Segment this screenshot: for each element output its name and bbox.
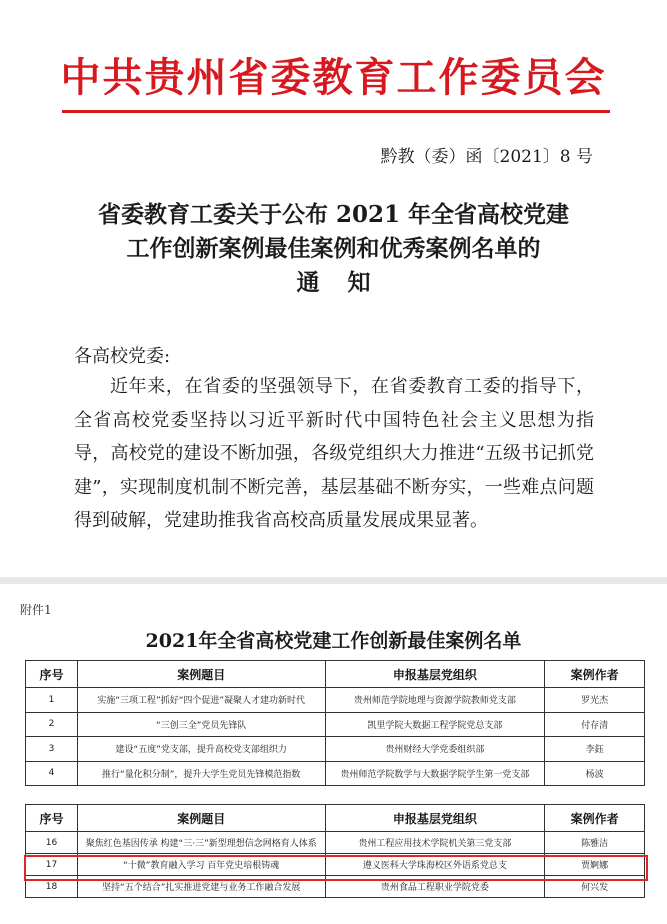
table-row xyxy=(26,832,645,854)
cell-author: 陈雅洁 xyxy=(545,832,645,854)
cell-case-title: 实施“三项工程”抓好“四个促进”凝聚人才建功新时代 xyxy=(77,688,325,713)
notice-title-line-3: 通知 xyxy=(296,269,399,296)
cell-no: 17 xyxy=(26,854,78,876)
page-divider xyxy=(0,577,667,584)
table-header-row xyxy=(26,661,645,688)
salutation: 各高校党委: xyxy=(74,346,171,367)
table-row xyxy=(26,876,645,898)
header-author: 案例作者 xyxy=(545,805,645,832)
table-title: 2021年全省高校党建工作创新最佳案例名单 xyxy=(145,630,522,652)
cell-case-title: 推行“量化积分制”，提升大学生党员先锋模范指数 xyxy=(77,761,325,786)
cell-author: 罗光杰 xyxy=(545,688,645,713)
cell-organization: 贵州工程应用技术学院机关第三党支部 xyxy=(325,832,545,854)
cell-no: 2 xyxy=(26,712,78,737)
table-header-row xyxy=(26,805,645,832)
cell-no: 3 xyxy=(26,737,78,762)
table-row-highlighted xyxy=(26,854,645,876)
table-row xyxy=(26,737,645,762)
cell-organization: 贵州财经大学党委组织部 xyxy=(325,737,545,762)
cell-case-title: 聚焦红色基因传承 构建“三·三”新型理想信念网格育人体系 xyxy=(77,832,325,854)
cell-organization: 遵义医科大学珠海校区外语系党总支 xyxy=(325,854,545,876)
header-case-title: 案例题目 xyxy=(77,805,325,832)
cell-no: 16 xyxy=(26,832,78,854)
header-no: 序号 xyxy=(26,661,78,688)
cell-organization: 贵州食品工程职业学院党委 xyxy=(325,876,545,898)
header-organization: 申报基层党组织 xyxy=(325,805,545,832)
cell-case-title: “十微”教育融入学习 百年党史培根铸魂 xyxy=(77,854,325,876)
notice-title-line-1: 省委教育工委关于公布 2021 年全省高校党建 xyxy=(97,201,570,228)
table-row xyxy=(26,761,645,786)
cell-case-title: 建设“五度”党支部，提升高校党支部组织力 xyxy=(77,737,325,762)
cell-case-title: “三创三全”党员先锋队 xyxy=(77,712,325,737)
cell-no: 1 xyxy=(26,688,78,713)
table-row xyxy=(26,688,645,713)
table-row xyxy=(26,712,645,737)
red-header-rule xyxy=(62,110,610,113)
header-author: 案例作者 xyxy=(545,661,645,688)
cell-author: 李鈺 xyxy=(545,737,645,762)
cell-no: 4 xyxy=(26,761,78,786)
cell-organization: 贵州师范学院数学与大数据学院学生第一党支部 xyxy=(325,761,545,786)
attachment-label: 附件1 xyxy=(20,603,52,617)
document-number: 黔教（委）函〔2021〕8 号 xyxy=(380,147,593,167)
cell-organization: 凯里学院大数据工程学院党总支部 xyxy=(325,712,545,737)
cell-author: 杨波 xyxy=(545,761,645,786)
notice-body: 近年来，在省委的坚强领导下，在省委教育工委的指导下，全省高校党委坚持以习近平新时代中国特色社会主义思想为指导，高校党的建设不断加强，各级党组织大力推进“五级书记抓党建”，实现制度机制不断完善，基层基础不断夯实，一些难点问题得到破解，党建助推我省高校高质量发展成果显著。 xyxy=(74,376,594,531)
header-case-title: 案例题目 xyxy=(77,661,325,688)
cell-author: 付存清 xyxy=(545,712,645,737)
cell-no: 18 xyxy=(26,876,78,898)
cell-author: 贾婀娜 xyxy=(545,854,645,876)
best-cases-table-top xyxy=(25,660,645,786)
cell-organization: 贵州师范学院地理与资源学院教师党支部 xyxy=(325,688,545,713)
header-no: 序号 xyxy=(26,805,78,832)
notice-title xyxy=(0,198,667,300)
header-organization: 申报基层党组织 xyxy=(325,661,545,688)
cell-case-title: 坚持“五个结合”扎实推进党建与业务工作融合发展 xyxy=(77,876,325,898)
best-cases-table-bottom xyxy=(25,804,645,898)
cell-author: 何兴发 xyxy=(545,876,645,898)
notice-title-line-2: 工作创新案例最佳案例和优秀案例名单的 xyxy=(126,235,541,262)
issuer-header: 中共贵州省委教育工作委员会 xyxy=(60,54,607,101)
